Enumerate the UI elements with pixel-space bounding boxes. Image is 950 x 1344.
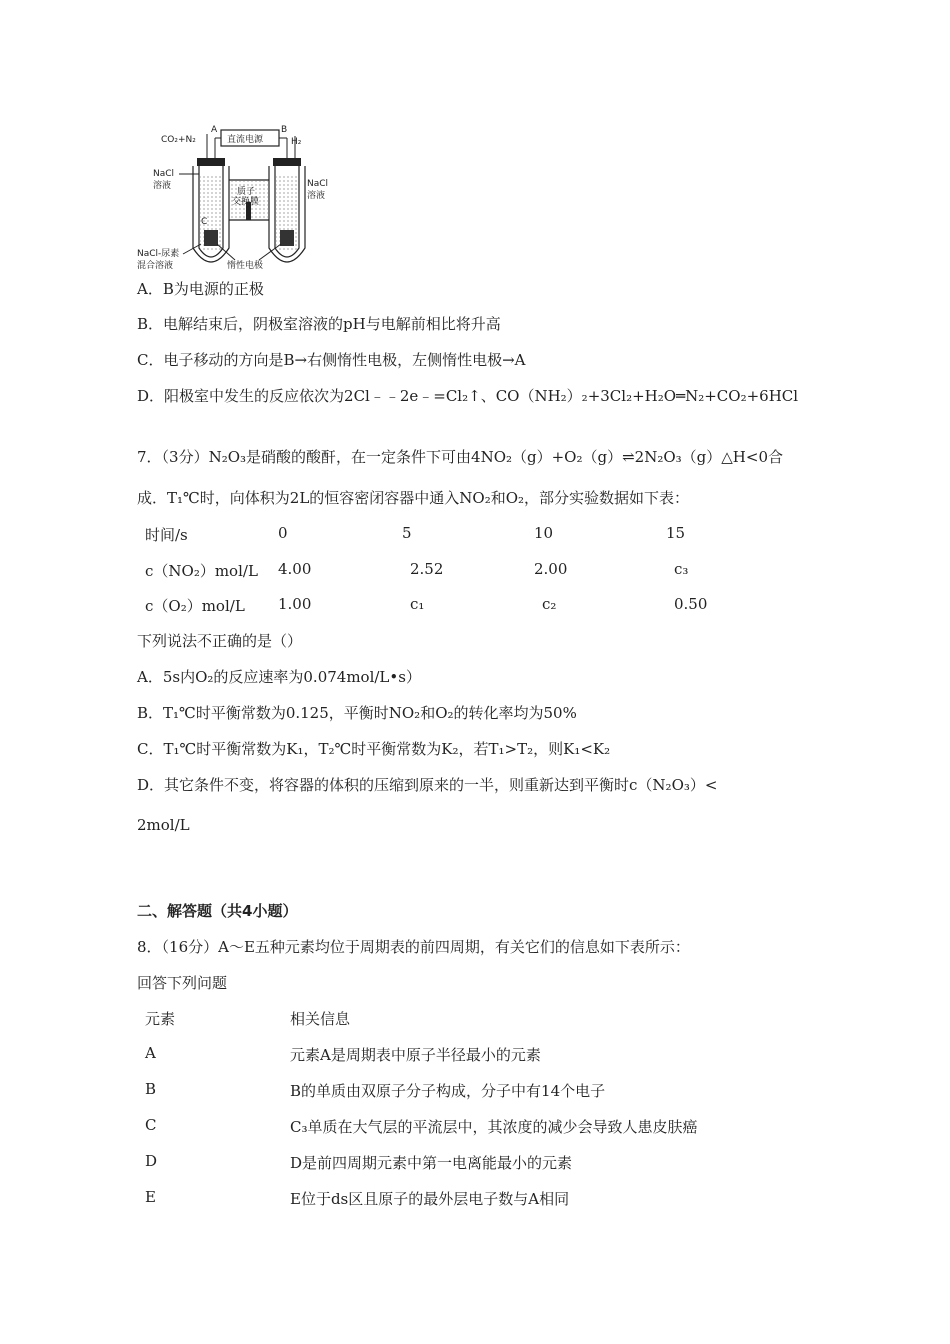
table-cell: E [145,1188,156,1206]
table-cell: 15 [666,524,686,542]
table-cell: 1.00 [278,595,312,613]
inert-electrode-label: 惰性电极 [227,261,264,271]
left-stopper [197,158,225,166]
table-cell: 2.00 [534,560,568,578]
q7-option-c: C．T₁℃时平衡常数为K₁，T₂℃时平衡常数为K₂，若T₁>T₂，则K₁<K₂ [137,740,611,758]
q7-option-b: B．T₁℃时平衡常数为0.125，平衡时NO₂和O₂的转化率均为50% [137,704,577,722]
table-cell: B [145,1080,157,1098]
table-header-cell: 元素 [145,1010,176,1028]
table-cell: A [145,1044,156,1062]
table-cell: B的单质由双原子分子构成，分子中有14个电子 [290,1082,606,1100]
q8-stem: 8．（16分）A～E五种元素均位于周期表的前四周期，有关它们的信息如下表所示： [137,938,690,956]
electrode-a-label: A [211,125,218,135]
q7-stem-1: 7．（3分）N₂O₃是硝酸的酸酐，在一定条件下可由4NO₂（g）+O₂（g）⇌2N₂O₃（g）△H<0合 [137,448,783,466]
table-cell: 元素A是周期表中原子半径最小的元素 [290,1046,541,1064]
electrolysis-diagram [135,120,345,280]
table-cell: c（O₂）mol/L [145,597,245,615]
power-supply-label: 直流电源 [227,135,264,145]
q6-option-c: C．电子移动的方向是B→右侧惰性电极，左侧惰性电极→A [137,351,526,369]
table-cell: 时间/s [145,526,188,544]
table-cell: 0 [278,524,288,542]
q7-option-d-continued: 2mol/L [137,816,190,834]
table-cell: c（NO₂）mol/L [145,562,258,580]
table-cell: D是前四周期元素中第一电离能最小的元素 [290,1154,573,1172]
table-cell: 10 [534,524,554,542]
q6-option-b: B．电解结束后，阴极室溶液的pH与电解前相比将升高 [137,315,501,333]
nacl-left-2: 溶液 [153,181,172,191]
urea-label-2: 混合溶液 [137,261,174,271]
table-header-cell: 相关信息 [290,1010,351,1028]
table-cell: D [145,1152,158,1170]
q7-stem-2: 成．T₁℃时，向体积为2L的恒容密闭容器中通入NO₂和O₂，部分实验数据如下表： [137,489,690,507]
urea-label-1: NaCl-尿素 [137,249,180,259]
right-stopper [273,158,301,166]
q7-option-d: D．其它条件不变，将容器的体积的压缩到原来的一半，则重新达到平衡时c（N₂O₃）< [137,776,718,794]
q7-prompt: 下列说法不正确的是（） [137,632,303,650]
table-cell: C₃单质在大气层的平流层中，其浓度的减少会导致人患皮肤癌 [290,1118,698,1136]
nacl-left-1: NaCl [153,169,175,179]
table-cell: 4.00 [278,560,312,578]
table-cell: c₁ [410,595,425,613]
q6-option-d: D．阳极室中发生的反应依次为2Cl﹣﹣2e﹣=Cl₂↑、CO（NH₂）₂+3Cl₂+H₂O═N₂+CO₂+6HCl [137,387,799,405]
section-heading: 二、解答题（共4小题） [137,902,298,920]
membrane-label-1: 质子 [237,187,256,197]
table-cell: 0.50 [674,595,708,613]
gas-right-label: H₂ [291,137,302,147]
q6-option-a: A．B为电源的正极 [137,280,264,298]
table-cell: 2.52 [410,560,444,578]
gas-left-label: CO₂+N₂ [161,135,196,145]
table-cell: c₂ [542,595,557,613]
nacl-right-2: 溶液 [307,191,326,201]
q7-option-a: A．5s内O₂的反应速率为0.074mol/L•s） [137,668,421,686]
q8-prompt: 回答下列问题 [137,974,228,992]
membrane-label-2: 交换膜 [232,197,260,207]
table-cell: C [145,1116,157,1134]
left-electrode [204,230,218,246]
c-label: C [201,217,208,227]
table-cell: 5 [402,524,412,542]
electrode-b-label: B [281,125,288,135]
nacl-right-1: NaCl [307,179,329,189]
table-cell: E位于ds区且原子的最外层电子数与A相同 [290,1190,570,1208]
right-electrode [280,230,294,246]
table-cell: c₃ [674,560,689,578]
